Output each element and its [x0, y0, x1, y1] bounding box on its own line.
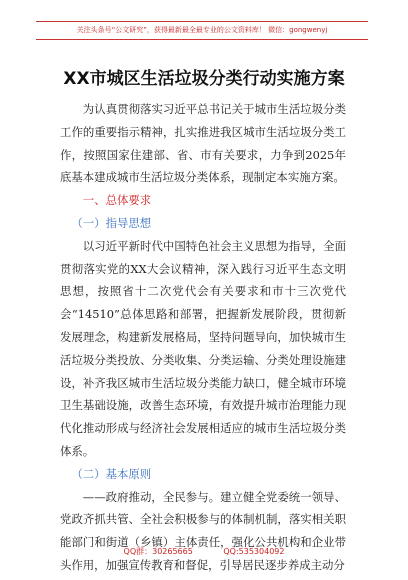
footer-contact	[0, 546, 408, 557]
subheading-basic-principles: （二）基本原则	[71, 466, 152, 481]
guiding-ideology-paragraph: 以习近平新时代中国特色社会主义思想为指导，全面贯彻落实党的XX大会议精神，深入践行习近平生态文明思想，按照省十二次党代会有关要求和市十三次党代会“14510”总体思路和部署，把握新发展阶段，贯彻新发展理念，构建新发展格局，坚持问题导向，加快城市生活垃圾分类投放、分类收集、分类运输、分类处理设施建设，补齐我区城市生活垃圾分类能力缺口，健全城市环境卫生基础设施，改善生态环境，有效提升城市治理能力现代化推动形成与经济社会发展相适应的城市生活垃圾分类体系。	[60, 238, 346, 458]
footer-qq: QQ:535304092	[223, 547, 285, 556]
section-heading-general: 一、总体要求	[82, 193, 152, 208]
subheading-guiding-ideology: （一）指导思想	[71, 215, 152, 230]
document-title: XX市城区生活垃圾分类行动实施方案	[63, 69, 345, 89]
basic-principles-paragraph: ——政府推动，全民参与。建立健全党委统一领导、党政齐抓共管、全社会积极参与的体制机制，落实相关职能部门和街道（乡镇）主体责任，强化公共机构和企业带头作用，加强宣传教育和督促，引导居民逐步养成主动分	[60, 489, 346, 572]
footer-qq-group: QQ群：30265665	[123, 547, 193, 556]
intro-paragraph: 为认真贯彻落实习近平总书记关于城市生活垃圾分类工作的重要指示精神，扎实推进我区城市生活垃圾分类工作，按照国家住建部、省、市有关要求，力争到2025年底基本建成城市生活垃圾分类体系，现制定本实施方案。	[60, 102, 346, 185]
promo-banner: 关注头条号“公文研究”，获得最新最全最专业的公文资料库！ 微信：gongwenyj	[36, 21, 368, 40]
document-body	[60, 98, 346, 577]
